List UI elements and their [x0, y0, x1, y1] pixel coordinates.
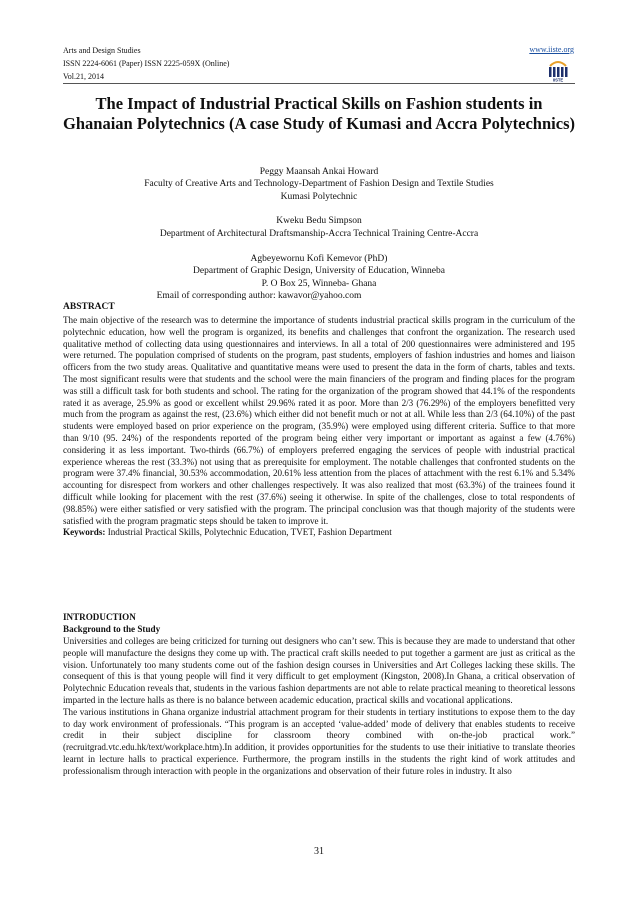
- background-subheading: Background to the Study: [63, 624, 161, 634]
- author-3-name: Agbeyewornu Kofi Kemevor (PhD): [250, 254, 388, 264]
- author-1-name: Peggy Maansah Ankai Howard: [259, 167, 379, 177]
- author-1-institution: Kumasi Polytechnic: [280, 192, 358, 202]
- iiste-logo: [546, 58, 570, 82]
- corresponding-email: Email of corresponding author: kawavor@yahoo.com: [156, 291, 362, 301]
- journal-url-link[interactable]: www.iiste.org: [529, 45, 574, 54]
- issn-line: ISSN 2224-6061 (Paper) ISSN 2225-059X (Online): [63, 59, 230, 68]
- paper-title: The Impact of Industrial Practical Skills on Fashion students in Ghanaian Polytechnics (A case Study of Kumasi and Accra Polytechnics): [63, 94, 575, 133]
- abstract-body: [63, 315, 575, 539]
- logo-text: IISTE: [552, 77, 564, 82]
- author-2-affiliation: Department of Architectural Draftsmanship-Accra Technical Training Centre-Accra: [159, 229, 479, 239]
- author-3-address: P. O Box 25, Winneba- Ghana: [261, 279, 377, 289]
- journal-name: Arts and Design Studies: [63, 46, 141, 55]
- intro-paragraph-2: The various institutions in Ghana organize industrial attachment program for their students in tertiary institutions to expose them to the day to day work environment of professionals. “This program is an accepted ‘value-added’ mode of delivery that enables students to receive credit in their subject discipline for classroom theory combined with on-the-job practical work.” (recruitgrad.vtc.edu.hk/text/workplace.htm).In addition, it provides opportunities for the students to use their initiative to translate theories learnt in lecture halls to practical experience. Furthermore, the program instills in the students the right kind of work attitudes and professionalism through interaction with people in the organizations and observation of their future roles in industry. It also: [63, 706, 575, 776]
- introduction-heading: INTRODUCTION: [63, 612, 136, 622]
- keywords-label: Keywords:: [63, 527, 106, 538]
- volume-line: Vol.21, 2014: [63, 72, 104, 81]
- author-3-affiliation: Department of Graphic Design, University of Education, Winneba: [193, 266, 445, 276]
- intro-paragraph-1: Universities and colleges are being criticized for turning out designers who can’t sew. This is because they are made to understand that other people will manufacture the designs they come up with. The practical craft skills needed to put together a garment are just as critical as the vision. Unfortunately too many students come out of the fashion design courses in Universities and Art Colleges lacking these skills. The consequent of this is that young people will find it very difficult to get employment (Kingston, 2008).In Ghana, a critical observation of Polytechnic Education reveals that, students in the various fashion departments are not able to relate practical meaning to theoretical lessons imparted in the lecture halls as there is no balance between academic education, practical skills and vocational applications.: [63, 636, 575, 705]
- author-1-affiliation: Faculty of Creative Arts and Technology-Department of Fashion Design and Textile Studies: [144, 179, 494, 189]
- abstract-heading: ABSTRACT: [63, 302, 115, 312]
- abstract-text: The main objective of the research was to determine the importance of students industrial practical skills program in the curriculum of the polytechnic education, how well the program is organized, its benefits and challenges that confront the organization. The research used qualitative method of collecting data using questionnaires and interviews. In all a total of 200 questionnaires were administered and 195 were returned. The population comprised of students on the program, past students, employers of fashion industries and homes and liaison officers from the two study areas. Qualitative and quantitative means were used to present the data in the form of charts, tables and texts. The most significant results were that students and the school were the main financiers of the program and finding places for the program was still a difficult task for both students and school. The rating for the organization of the program showed that 44.1% of the respondents rated it as average, 25.9% as good or excellent whilst 29.96% rated it as poor. More than 2/3 (76.29%) of the employers benefitted very much from the program as against the rest, (23.6%) which either did not benefit much or not at all. While less than 2/3 (64.10%) of the past students were employed based on prior experience on the program, (35.9%) were employed using different criteria. Suffice to that more than 9/10 (95. 24%) of the respondents reported of the program being either very important or important as against a few (4.76%) considering it as less important. Two-thirds (66.7%) of employers preferred engaging the services of people with industrial practical experience whereas the rest (33.3%) not using that as prerequisite for employment. The notable challenges that confronted students on the program were 37.4% financial, 30.53% accommodation, 20.61% less attention from the places of attachment with the rest 6.1% and 5.34% accounting for disrespect from workers and other challenges respectively. It was also realized that most (63.3%) of the trainees found it difficult while looking for placement with the rest (37.6%) seeing it otherwise. In spite of the challenges, close to total respondents of (98.85%) were either satisfied or very satisfied with the program. The principal conclusion was that though majority of the students were satisfied with the program pragmatic steps should be taken to improve it.: [63, 315, 575, 526]
- header-divider: [63, 83, 575, 84]
- intro-body: [63, 636, 575, 778]
- author-2-name: Kweku Bedu Simpson: [276, 216, 362, 226]
- keywords-text: Industrial Practical Skills, Polytechnic Education, TVET, Fashion Department: [105, 527, 392, 538]
- page-number: 31: [314, 846, 324, 857]
